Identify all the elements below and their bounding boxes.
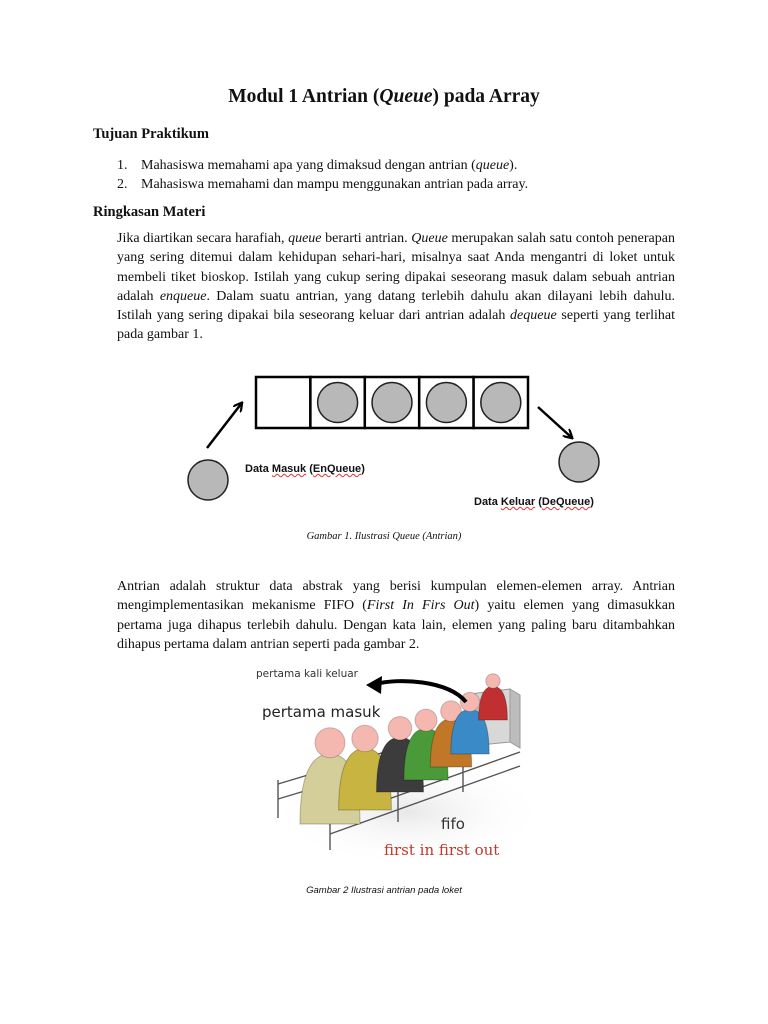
queue-element <box>426 383 466 423</box>
page-title: Modul 1 Antrian (Queue) pada Array <box>228 86 540 107</box>
paragraph-intro: Jika diartikan secara harafiah, queue berarti antrian. Queue merupakan salah satu contoh penerapan yang sering ditemui dalam kehidupan sehari-hari, misalnya saat Anda mengantri di loket untuk membeli tiket bioskop. Istilah yang cukup sering dipakai seseorang masuk dalam sebuah antrian adalah enqueue. Dalam suatu antrian, yang datang terlebih dahulu akan dilayani lebih dahulu. Istilah yang sering dipakai bila seseorang keluar dari antrian adalah dequeue seperti yang terlihat pada gambar 1. <box>117 231 676 343</box>
enqueue-label: Data Masuk (EnQueue) <box>245 463 365 475</box>
label-fifo: fifo <box>441 815 465 833</box>
first-out-arrow <box>376 681 466 702</box>
list-item: 2. Mahasiswa memahami dan mampu menggunakan antrian pada array. <box>117 177 529 192</box>
list-item: 1. Mahasiswa memahami apa yang dimaksud dengan antrian (queue). <box>117 158 518 173</box>
paragraph-fifo: Antrian adalah struktur data abstrak yang berisi kumpulan elemen-elemen array. Antrian mengimplementasikan mekanisme FIFO (First In Firs Out) yaitu elemen yang dimasukkan pertama juga dihapus terlebih dahulu. Dengan kata lain, elemen yang paling baru ditambahkan dihapus pertama dalam antrian seperti pada gambar 2. <box>117 579 675 652</box>
section-heading-ringkasan: Ringkasan Materi <box>93 204 206 220</box>
incoming-element <box>188 460 228 500</box>
label-first-out: pertama kali keluar <box>256 668 358 680</box>
person-figure <box>479 674 508 720</box>
queue-element <box>481 383 521 423</box>
arrow-head-icon <box>366 676 382 694</box>
label-fifo-full: first in first out <box>384 841 500 859</box>
section-heading-tujuan: Tujuan Praktikum <box>93 126 209 142</box>
figure1-caption: Gambar 1. Ilustrasi Queue (Antrian) <box>306 531 462 542</box>
dequeue-arrow <box>538 407 571 437</box>
enqueue-arrow <box>207 404 241 448</box>
queue-element <box>372 383 412 423</box>
queue-cell <box>256 377 310 428</box>
figure2-caption: Gambar 2 Ilustrasi antrian pada loket <box>306 885 462 896</box>
outgoing-element <box>559 442 599 482</box>
queue-element <box>318 383 358 423</box>
label-first-in: pertama masuk <box>262 703 381 721</box>
dequeue-label: Data Keluar (DeQueue) <box>474 496 594 508</box>
